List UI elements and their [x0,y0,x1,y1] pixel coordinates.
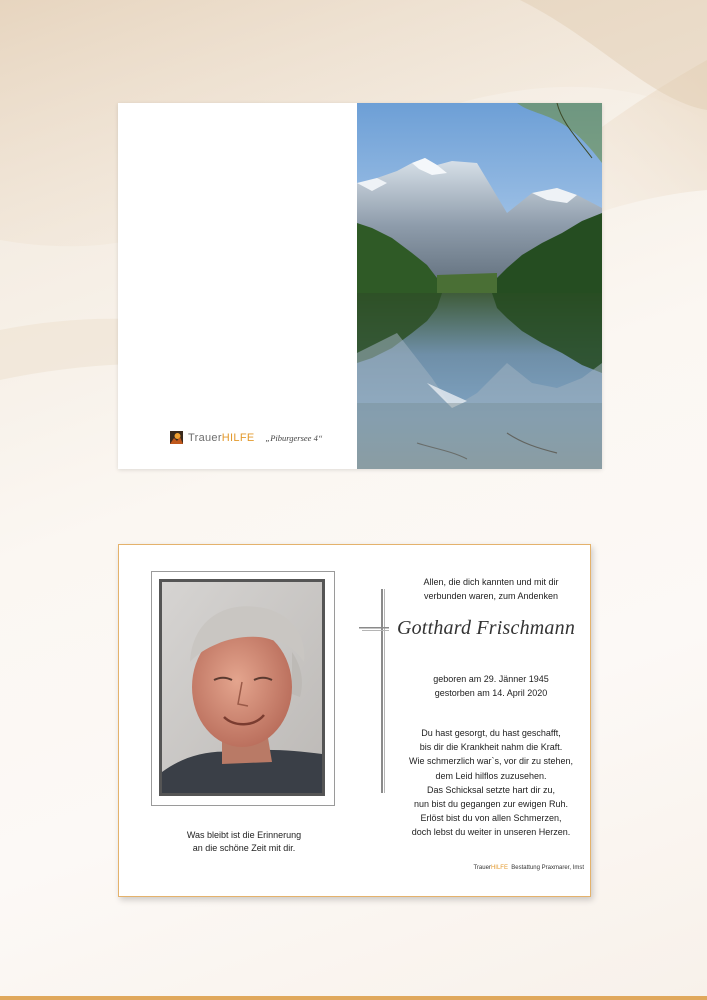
dedication-line-2: verbunden waren, zum Andenken [423,591,559,601]
card-cover [118,103,602,469]
memorial-poem [391,726,591,840]
dedication-line-1: Allen, die dich kannten und mit dir [423,577,559,587]
poem-line: Du hast gesorgt, du hast geschafft, [421,728,561,738]
footer-brand [419,865,584,871]
footer-company: Bestattung Praxmarer, Imst [511,865,584,871]
brand-line [170,431,323,444]
bottom-accent-line [0,996,707,1000]
poem-line: Wie schmerzlich war`s, vor dir zu stehen, [408,756,574,767]
mountain-lake-image [357,103,602,469]
card-inside [118,544,591,897]
memory-line-2: an die schöne Zeit mit dir. [192,843,296,853]
trauerhilfe-logo-icon [170,431,183,444]
poem-line: bis dir die Krankheit nahm die Kraft. [419,742,563,753]
poem-line: nun bist du gegangen zur ewigen Ruh. [413,799,569,810]
footer-hilfe: HILFE [490,865,508,871]
footer-trauer: Trauer [473,865,491,871]
product-name: „Piburgersee 4“ [265,432,323,443]
poem-line: doch lebst du weiter in unseren Herzen. [411,827,571,838]
card-cover-blank-side [118,103,357,469]
poem-line: Das Schicksal setzte hart dir zu, [426,784,556,795]
dedication-text [401,575,581,603]
poem-line: Erlöst bist du von allen Schmerzen, [420,813,562,824]
life-dates [401,672,581,700]
portrait-frame [151,571,335,806]
poem-line: dem Leid hilflos zuzusehen. [435,770,547,781]
death-date: gestorben am 14. April 2020 [434,688,548,698]
brand-hilfe-text: HILFE [221,431,255,444]
brand-trauer-text: Trauer [188,431,222,444]
memory-quote [139,829,349,855]
birth-date: geboren am 29. Jänner 1945 [433,674,549,684]
memory-line-1: Was bleibt ist die Erinnerung [186,830,302,840]
portrait-photo [159,579,325,796]
deceased-name: Gotthard Frischmann [396,617,576,639]
